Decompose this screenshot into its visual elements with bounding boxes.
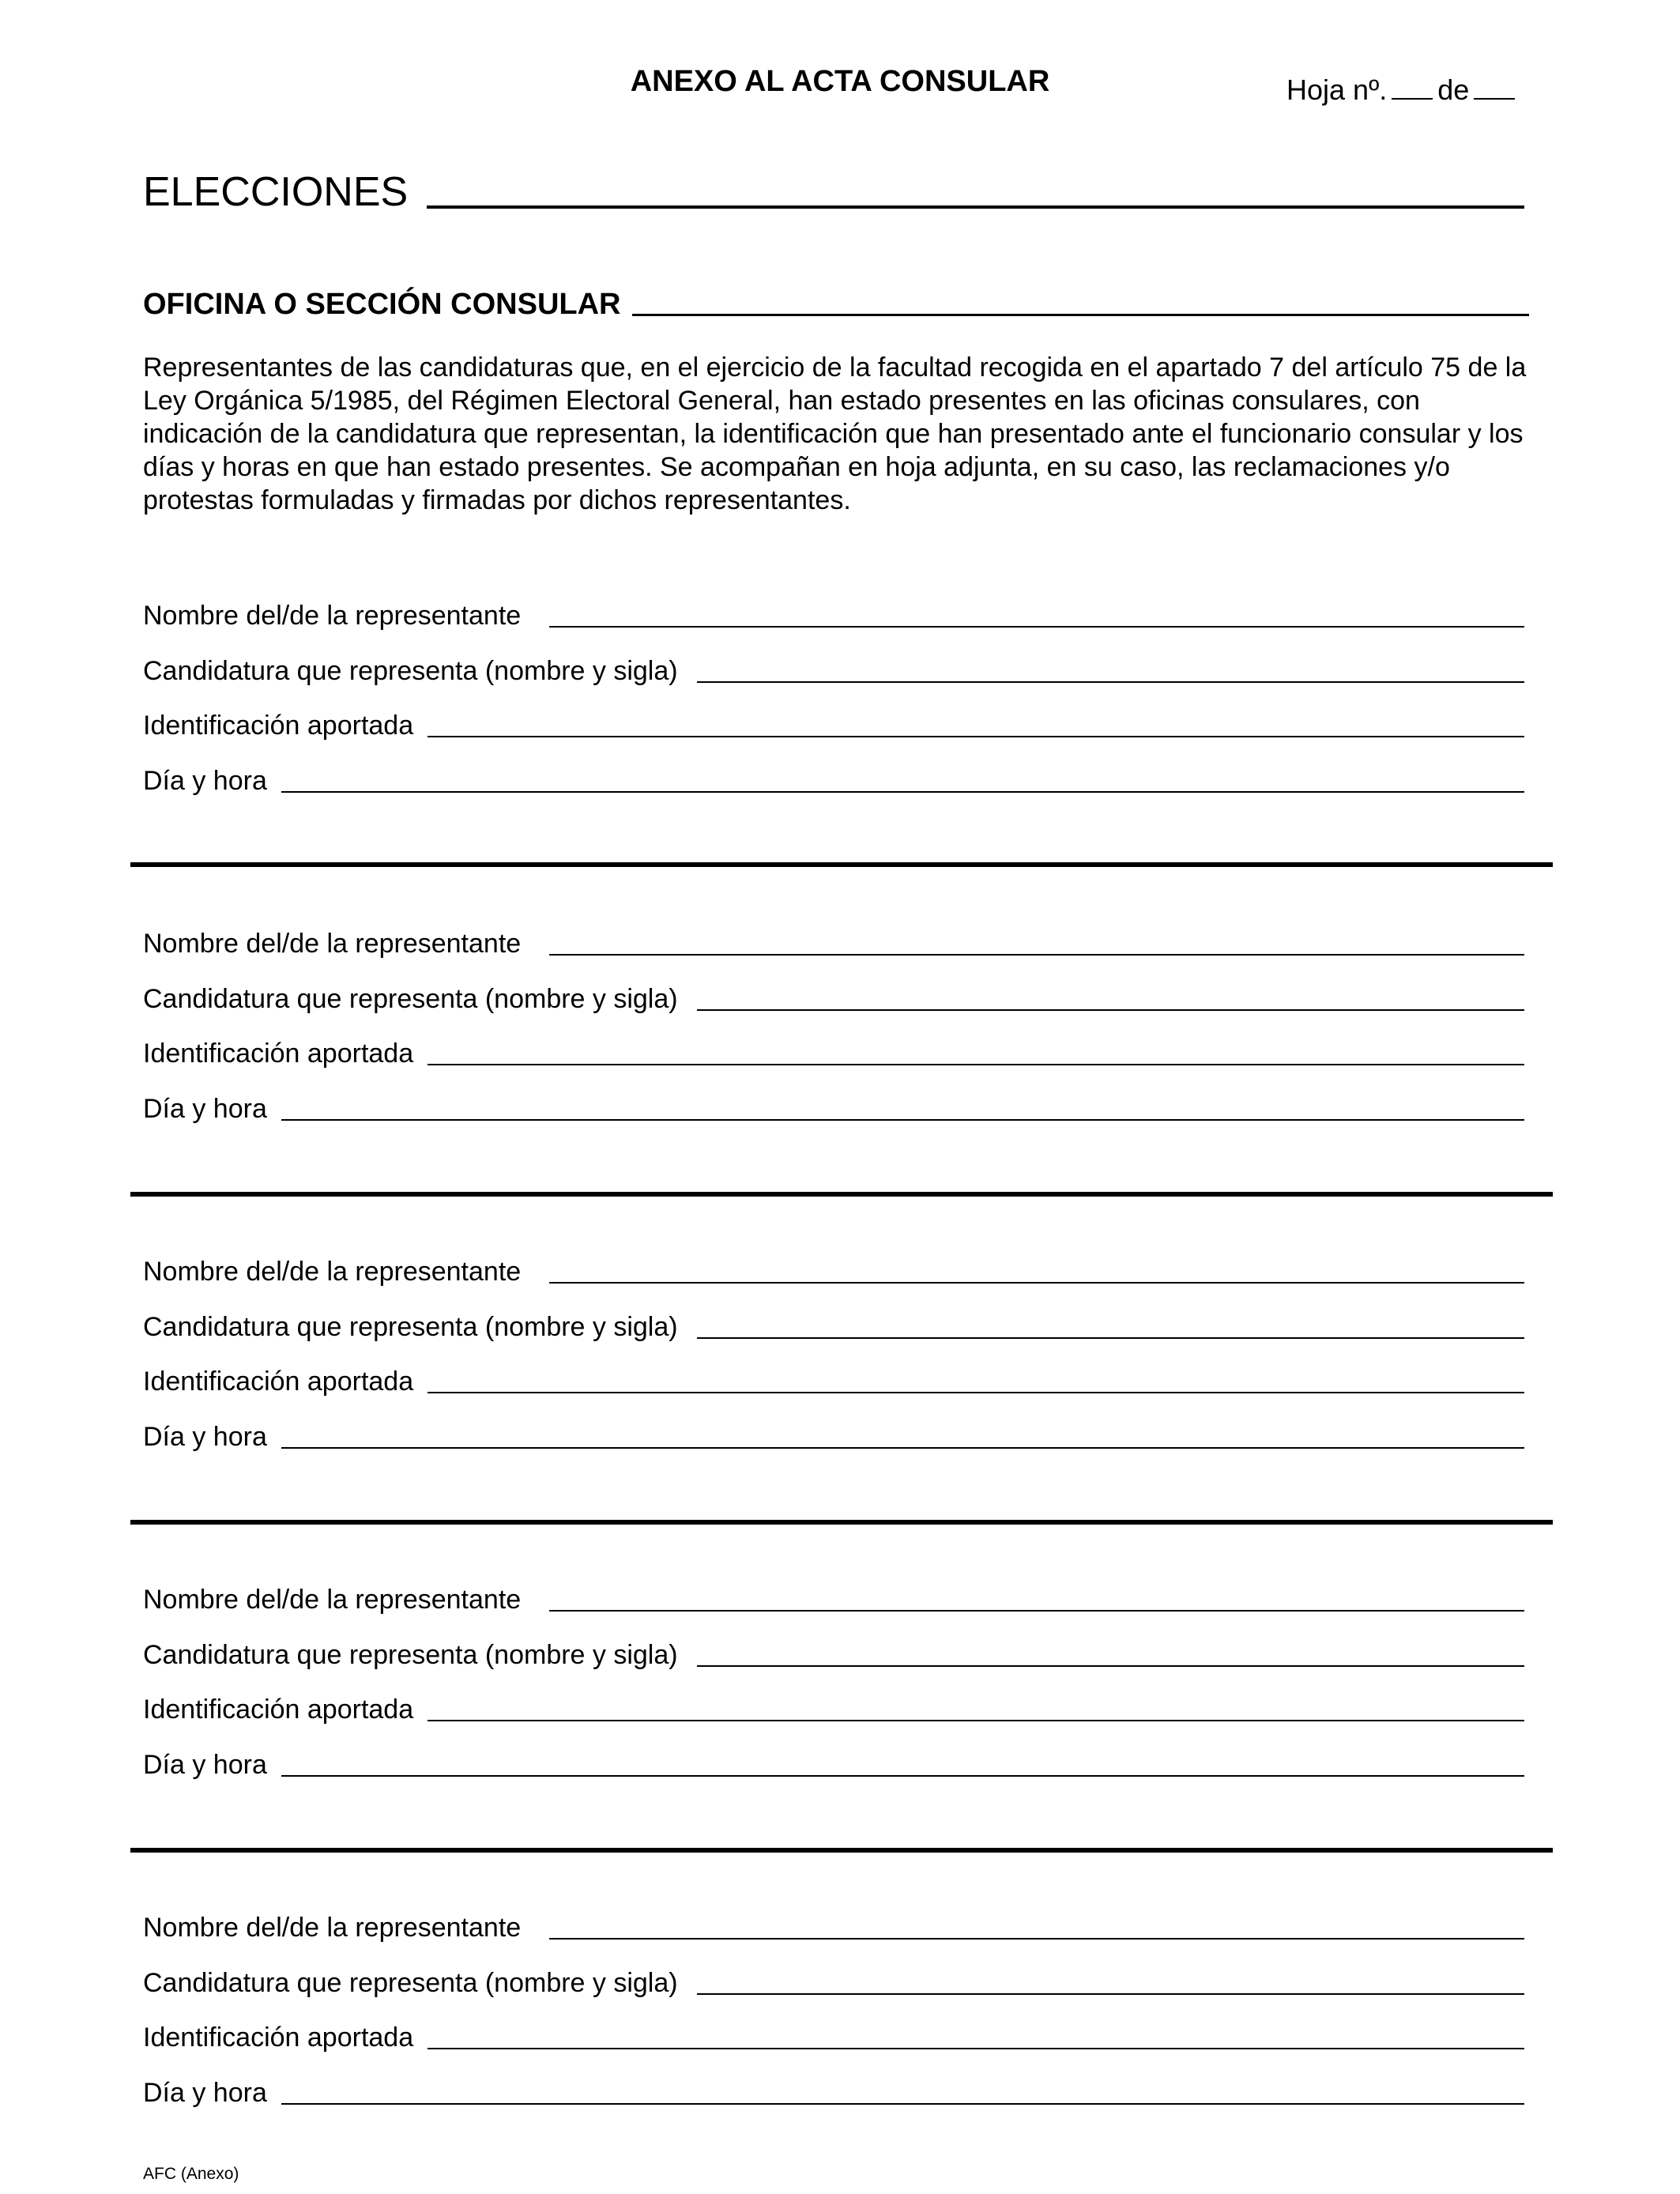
intro-paragraph: Representantes de las candidaturas que, en el ejercicio de la facultad recogida en el apartado 7 del artículo 75 de la Ley Orgánica 5/1985, del Régimen Electoral General, han estado presentes en las oficinas consulares, con indicación de la candidatura que representan, la identificación que han presentado ante el funcionario consular y los días y horas en que han estado presentes. Se acompañan en hoja adjunta, en su caso, las reclamaciones y/o protestas formuladas y firmadas por dichos representantes. bbox=[143, 352, 1527, 515]
id-field[interactable] bbox=[428, 1392, 1524, 1393]
section-divider bbox=[130, 1520, 1553, 1525]
candidacy-row bbox=[143, 1966, 1524, 2000]
datetime-row bbox=[143, 1420, 1524, 1453]
id-row bbox=[143, 709, 1524, 742]
candidacy-field[interactable] bbox=[697, 1009, 1524, 1011]
datetime-field[interactable] bbox=[281, 1119, 1524, 1121]
id-field[interactable] bbox=[428, 1720, 1524, 1721]
datetime-row bbox=[143, 1748, 1524, 1781]
candidacy-label: Candidatura que representa (nombre y sigla) bbox=[143, 984, 678, 1014]
section-divider bbox=[130, 1848, 1553, 1853]
representative-block-4 bbox=[143, 1583, 1524, 1804]
name-field[interactable] bbox=[549, 1610, 1524, 1612]
candidacy-label: Candidatura que representa (nombre y sigla) bbox=[143, 1312, 678, 1342]
elecciones-field[interactable] bbox=[427, 205, 1524, 209]
name-row bbox=[143, 927, 1524, 960]
datetime-field[interactable] bbox=[281, 2103, 1524, 2105]
datetime-row bbox=[143, 764, 1524, 797]
name-field[interactable] bbox=[549, 626, 1524, 628]
representative-block-1 bbox=[143, 599, 1524, 820]
id-label: Identificación aportada bbox=[143, 2022, 414, 2053]
candidacy-row bbox=[143, 982, 1524, 1016]
candidacy-label: Candidatura que representa (nombre y sigla) bbox=[143, 656, 678, 686]
sheet-total-field[interactable] bbox=[1474, 74, 1515, 100]
candidacy-label: Candidatura que representa (nombre y sigla) bbox=[143, 1640, 678, 1670]
candidacy-field[interactable] bbox=[697, 1665, 1524, 1667]
candidacy-row bbox=[143, 1310, 1524, 1344]
name-label: Nombre del/de la representante bbox=[143, 601, 522, 631]
datetime-label: Día y hora bbox=[143, 1422, 267, 1452]
name-row bbox=[143, 1911, 1524, 1944]
name-label: Nombre del/de la representante bbox=[143, 1257, 522, 1287]
candidacy-row bbox=[143, 1638, 1524, 1672]
section-divider bbox=[130, 1192, 1553, 1197]
id-field[interactable] bbox=[428, 2048, 1524, 2049]
id-row bbox=[143, 1693, 1524, 1726]
oficina-row bbox=[143, 286, 1529, 322]
candidacy-row bbox=[143, 654, 1524, 688]
sheet-number bbox=[1286, 73, 1520, 107]
candidacy-field[interactable] bbox=[697, 1993, 1524, 1995]
id-label: Identificación aportada bbox=[143, 711, 414, 741]
id-label: Identificación aportada bbox=[143, 1039, 414, 1069]
id-field[interactable] bbox=[428, 736, 1524, 737]
name-field[interactable] bbox=[549, 1282, 1524, 1284]
elecciones-label: ELECCIONES bbox=[143, 169, 409, 215]
datetime-row bbox=[143, 2076, 1524, 2109]
candidacy-field[interactable] bbox=[697, 1337, 1524, 1339]
oficina-label: OFICINA O SECCIÓN CONSULAR bbox=[143, 288, 621, 321]
name-row bbox=[143, 599, 1524, 632]
name-row bbox=[143, 1255, 1524, 1288]
representative-block-2 bbox=[143, 927, 1524, 1148]
candidacy-label: Candidatura que representa (nombre y sigla) bbox=[143, 1968, 678, 1998]
id-label: Identificación aportada bbox=[143, 1695, 414, 1725]
datetime-label: Día y hora bbox=[143, 766, 267, 796]
candidacy-field[interactable] bbox=[697, 681, 1524, 683]
datetime-field[interactable] bbox=[281, 1775, 1524, 1777]
id-row bbox=[143, 2021, 1524, 2054]
id-row bbox=[143, 1037, 1524, 1070]
name-label: Nombre del/de la representante bbox=[143, 1585, 522, 1615]
datetime-field[interactable] bbox=[281, 791, 1524, 793]
name-label: Nombre del/de la representante bbox=[143, 929, 522, 959]
elecciones-row bbox=[143, 168, 1524, 217]
id-label: Identificación aportada bbox=[143, 1367, 414, 1397]
document-title: ANEXO AL ACTA CONSULAR bbox=[630, 65, 1050, 98]
datetime-label: Día y hora bbox=[143, 2078, 267, 2108]
footer-code: AFC (Anexo) bbox=[143, 2165, 239, 2183]
name-field[interactable] bbox=[549, 1938, 1524, 1940]
oficina-field[interactable] bbox=[632, 314, 1530, 316]
representative-block-3 bbox=[143, 1255, 1524, 1476]
datetime-label: Día y hora bbox=[143, 1094, 267, 1124]
sheet-of-label: de bbox=[1437, 74, 1470, 106]
datetime-field[interactable] bbox=[281, 1447, 1524, 1449]
sheet-number-label: Hoja nº. bbox=[1286, 74, 1388, 106]
id-field[interactable] bbox=[428, 1064, 1524, 1065]
datetime-label: Día y hora bbox=[143, 1750, 267, 1780]
id-row bbox=[143, 1365, 1524, 1398]
representative-block-5 bbox=[143, 1911, 1524, 2132]
datetime-row bbox=[143, 1092, 1524, 1125]
name-field[interactable] bbox=[549, 954, 1524, 956]
sheet-number-field[interactable] bbox=[1392, 74, 1433, 100]
name-label: Nombre del/de la representante bbox=[143, 1913, 522, 1943]
name-row bbox=[143, 1583, 1524, 1616]
section-divider bbox=[130, 862, 1553, 867]
